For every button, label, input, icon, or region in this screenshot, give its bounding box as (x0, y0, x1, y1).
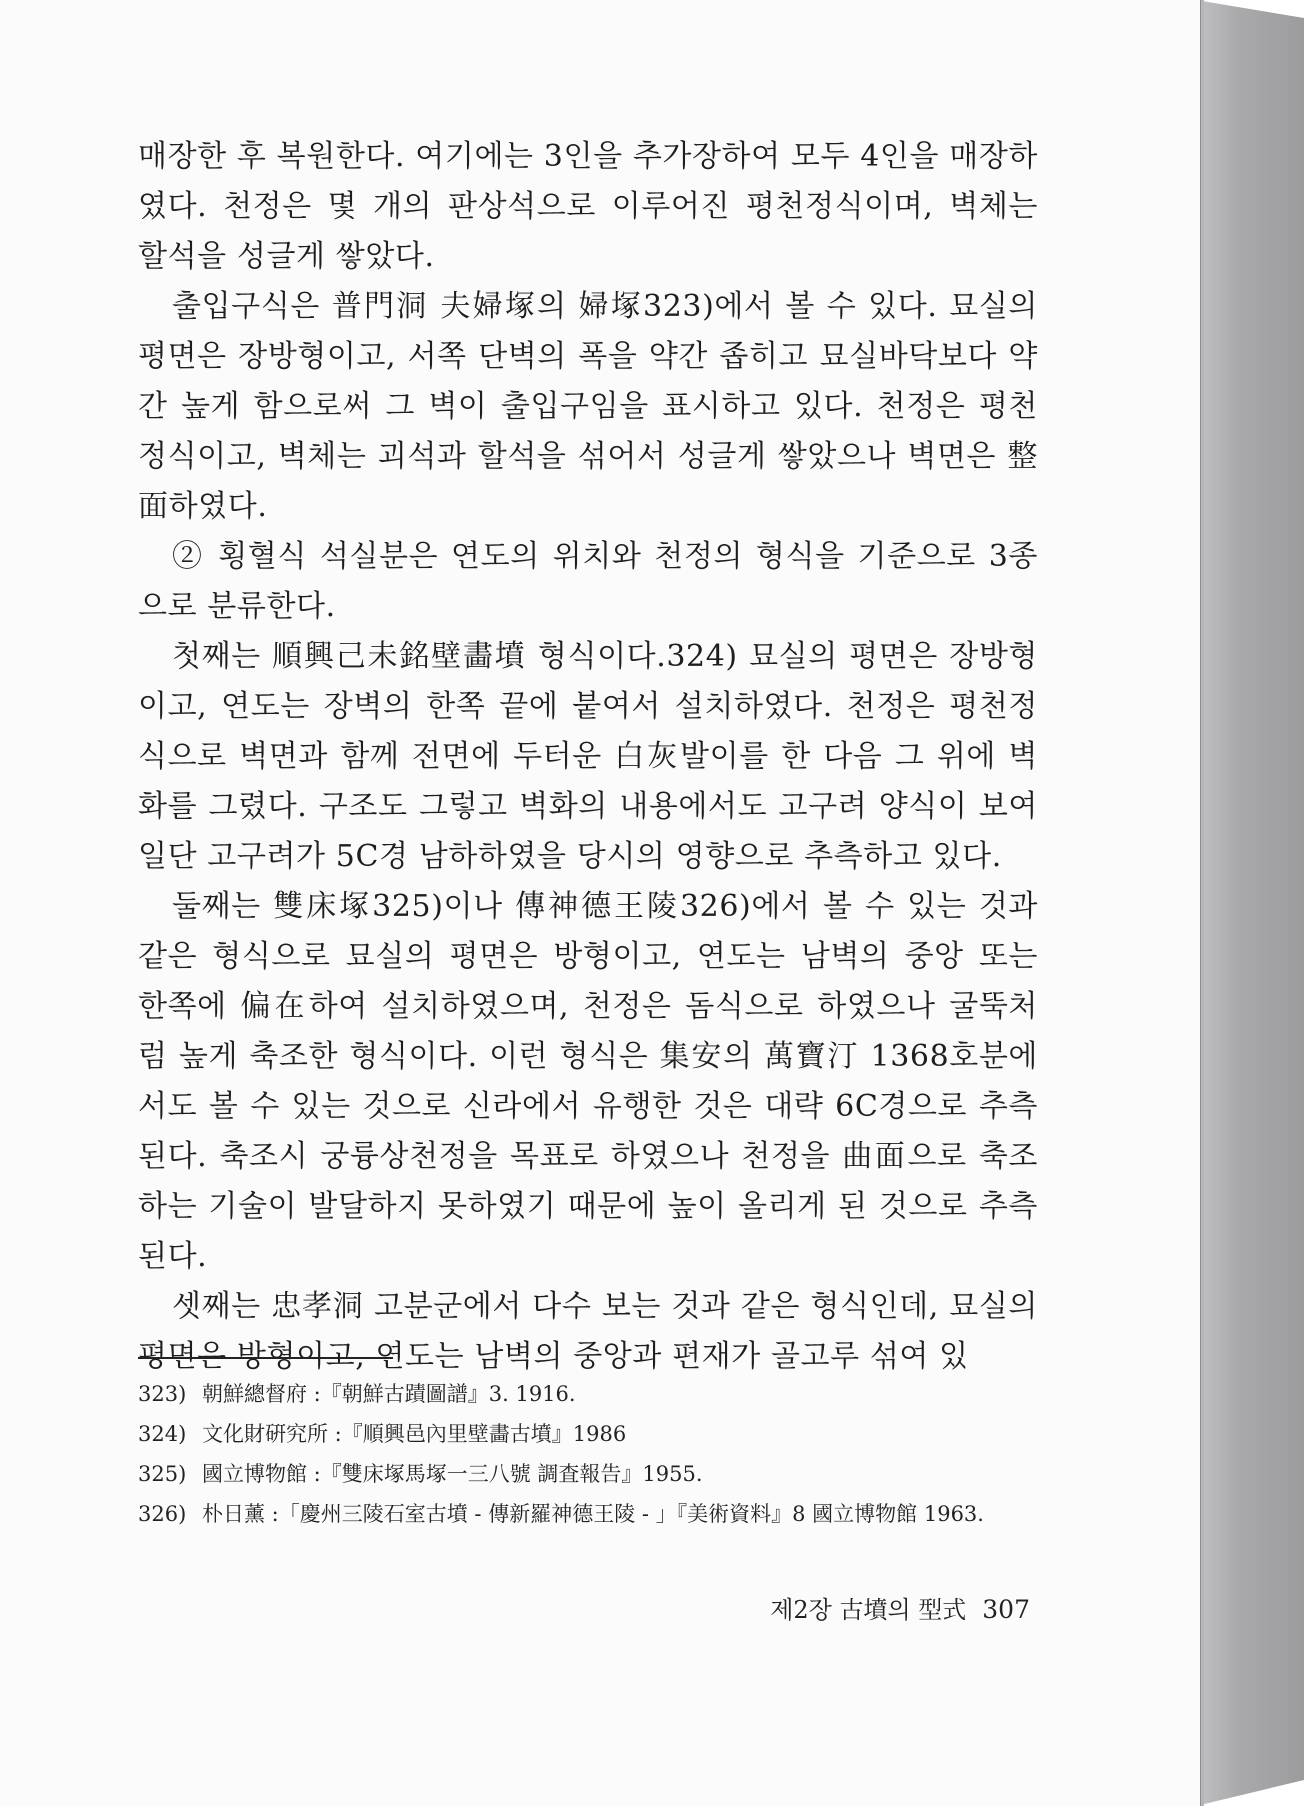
page-number: 307 (982, 1595, 1030, 1624)
footnote (138, 1494, 1038, 1534)
footnote-text: 國立博物館 :『雙床塚馬塚一三八號 調査報告』1955. (202, 1462, 703, 1486)
footnote (138, 1414, 1038, 1454)
paragraph: 둘째는 雙床塚325)이나 傳神德王陵326)에서 볼 수 있는 것과 같은 형식으로 묘실의 평면은 방형이고, 연도는 남벽의 중앙 또는 한쪽에 偏在하여 설치하였으며, 천정은 돔식으로 하였으나 굴뚝처럼 높게 축조한 형식이다. 이런 형식은 集安의 萬寶汀 1368호분에서도 볼 수 있는 것으로 신라에서 유행한 것은 대략 6C경으로 추측된다. 축조시 궁륭상천정을 목표로 하였으나 천정을 曲面으로 축조하는 기술이 발달하지 못하였기 때문에 높이 올리게 된 것으로 추측된다. (138, 889, 1038, 1274)
paragraph: ② 횡혈식 석실분은 연도의 위치와 천정의 형식을 기준으로 3종으로 분류한다. (138, 539, 1038, 624)
paragraph: 매장한 후 복원한다. 여기에는 3인을 추가장하여 모두 4인을 매장하였다. 천정은 몇 개의 판상석으로 이루어진 평천정식이며, 벽체는 할석을 성글게 쌓았다. (138, 139, 1038, 274)
chapter-title: 제2장 古墳의 型式 (770, 1596, 967, 1624)
paragraph: 첫째는 順興己未銘壁畵墳 형식이다.324) 묘실의 평면은 장방형이고, 연도는 장벽의 한쪽 끝에 붙여서 설치하였다. 천정은 평천정식으로 벽면과 함께 전면에 두터운 白灰발이를 한 다음 그 위에 벽화를 그렸다. 구조도 그렇고 벽화의 내용에서도 고구려 양식이 보여 일단 고구려가 5C경 남하하였을 당시의 영향으로 추측하고 있다. (138, 639, 1038, 874)
footnote-number: 325) (138, 1462, 187, 1486)
footnote-number: 324) (138, 1422, 187, 1446)
footnote-number: 326) (138, 1502, 187, 1526)
body-text (138, 132, 1038, 1382)
book-page-stack-edge (1196, 0, 1304, 1806)
paragraph: 출입구식은 普門洞 夫婦塚의 婦塚323)에서 볼 수 있다. 묘실의 평면은 장방형이고, 서쪽 단벽의 폭을 약간 좁히고 묘실바닥보다 약간 높게 함으로써 그 벽이 출입구임을 표시하고 있다. 천정은 평천정식이고, 벽체는 괴석과 할석을 섞어서 성글게 쌓았으나 벽면은 整面하였다. (138, 289, 1038, 524)
paragraph: 셋째는 忠孝洞 고분군에서 다수 보는 것과 같은 형식인데, 묘실의 평면은 방형이고, 연도는 남벽의 중앙과 편재가 골고루 섞여 있 (138, 1289, 1038, 1374)
footnote-number: 323) (138, 1382, 187, 1406)
footnote-text: 朴日薰 :「慶州三陵石室古墳 - 傳新羅神德王陵 - 」『美術資料』8 國立博物館 1963. (202, 1502, 984, 1526)
running-footer (770, 1590, 1030, 1625)
footnotes (138, 1374, 1038, 1534)
footnote (138, 1374, 1038, 1414)
footnote (138, 1454, 1038, 1494)
footnote-divider (138, 1357, 393, 1359)
footnote-text: 文化財硏究所 :『順興邑內里壁畵古墳』1986 (202, 1422, 627, 1446)
footnote-text: 朝鮮總督府 :『朝鮮古蹟圖譜』3. 1916. (202, 1382, 576, 1406)
